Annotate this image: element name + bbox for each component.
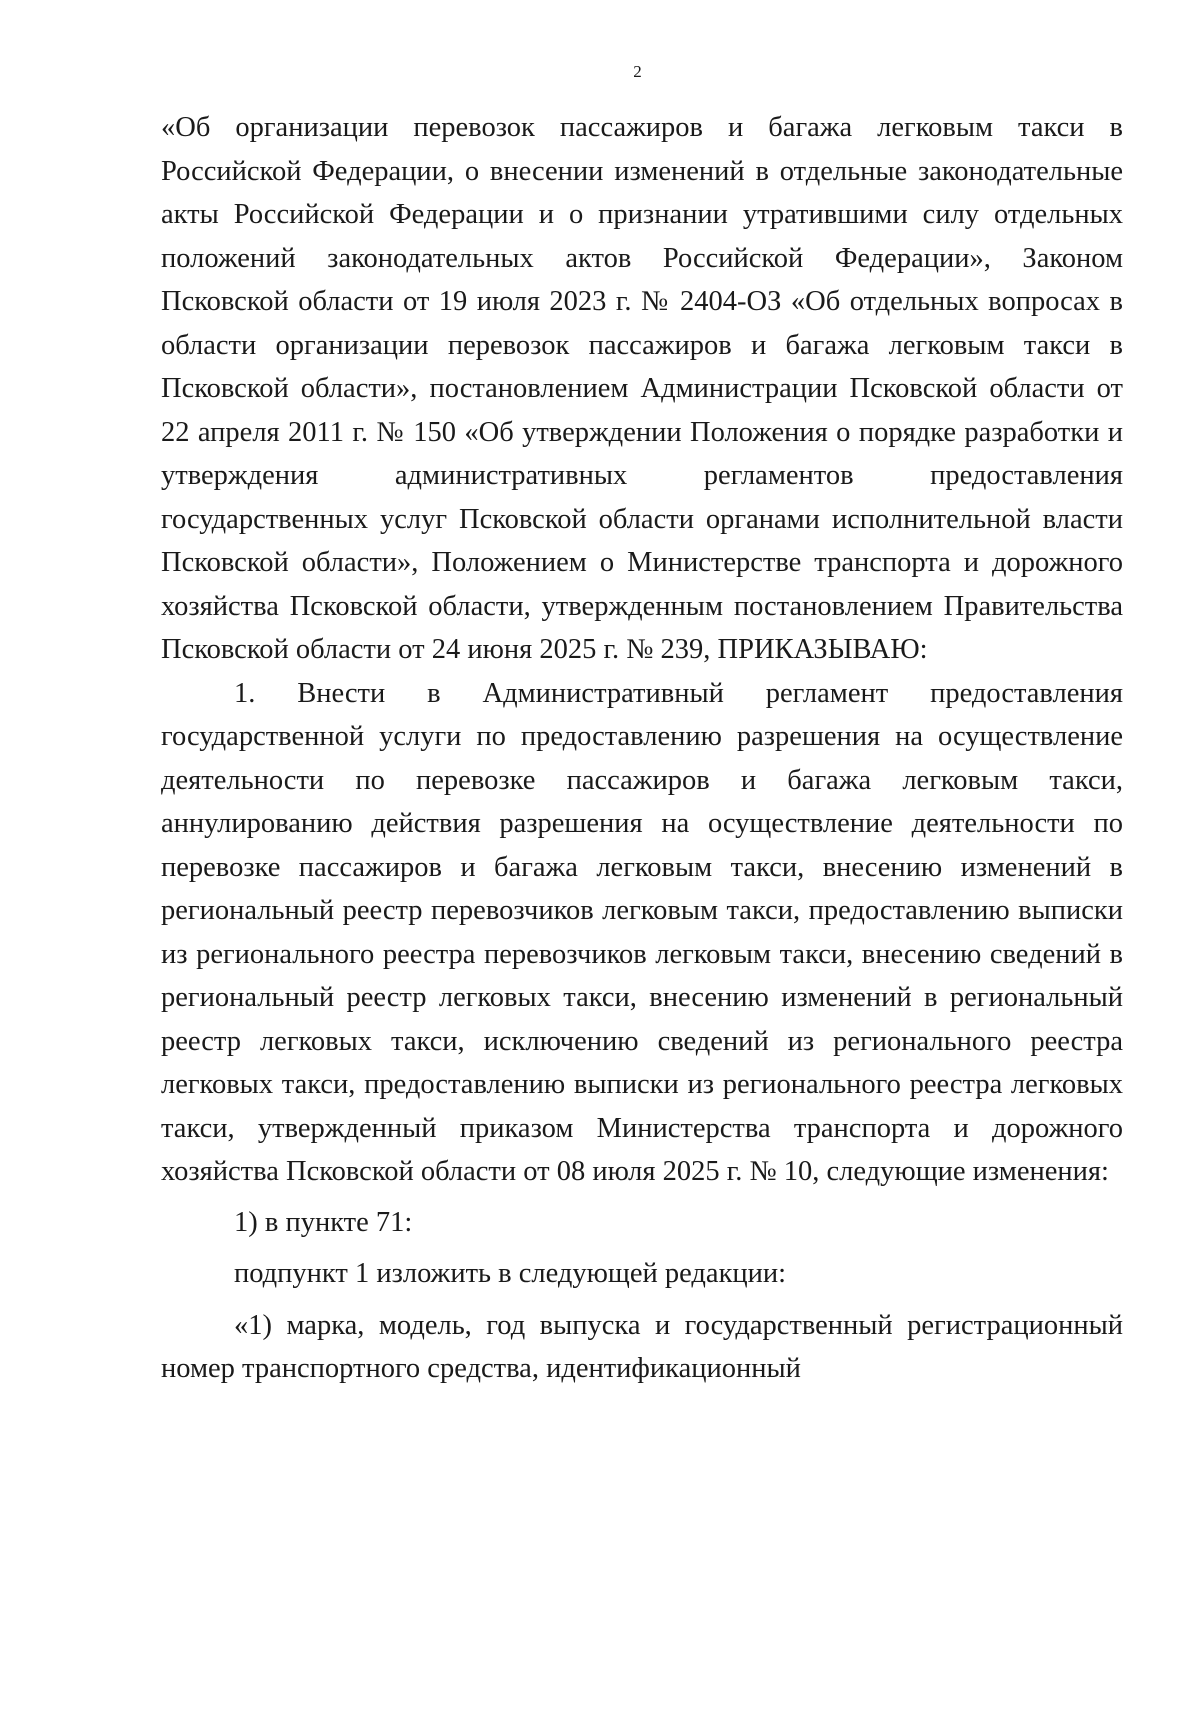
- paragraph-subitem-point-71: 1) в пункте 71:: [234, 1206, 413, 1238]
- document-body: [161, 106, 1123, 1391]
- paragraph-legal-basis: «Об организации перевозок пассажиров и багажа легковым такси в Российской Федерации, о внесении изменений в отдельные законодательные акты Российской Федерации и о признании утратившими силу отдельных положений законодательных актов Российской Федерации», Законом Псковской области от 19 июля 2023 г. № 2404-ОЗ «Об отдельных вопросах в области организации перевозок пассажиров и багажа легковым такси в Псковской области», постановлением Администрации Псковской области от 22 апреля 2011 г. № 150 «Об утверждении Положения о порядке разработки и утверждения административных регламентов предоставления государственных услуг Псковской области органами исполнительной власти Псковской области», Положением о Министерстве транспорта и дорожного хозяйства Псковской области, утвержденным постановлением Правительства Псковской области от 24 июня 2025 г. № 239, ПРИКАЗЫВАЮ:: [161, 112, 1123, 665]
- paragraph-quoted-text: «1) марка, модель, год выпуска и государственный регистрационный номер транспортного средства, идентификационный: [161, 1309, 1123, 1384]
- page-number: 2: [633, 62, 642, 81]
- paragraph-subpoint-1-instruction: подпункт 1 изложить в следующей редакции:: [234, 1258, 787, 1289]
- paragraph-item-1: 1. Внести в Административный регламент предоставления государственной услуги по предоставлению разрешения на осуществление деятельности по перевозке пассажиров и багажа легковым такси, аннулированию действия разрешения на осуществление деятельности по перевозке пассажиров и багажа легковым такси, внесению изменений в региональный реестр перевозчиков легковым такси, предоставлению выписки из регионального реестра перевозчиков легковым такси, внесению сведений в региональный реестр легковых такси, внесению изменений в региональный реестр легковых такси, исключению сведений из регионального реестра легковых такси, предоставлению выписки из регионального реестра легковых такси, утвержденный приказом Министерства транспорта и дорожного хозяйства Псковской области от 08 июля 2025 г. № 10, следующие изменения:: [161, 677, 1123, 1187]
